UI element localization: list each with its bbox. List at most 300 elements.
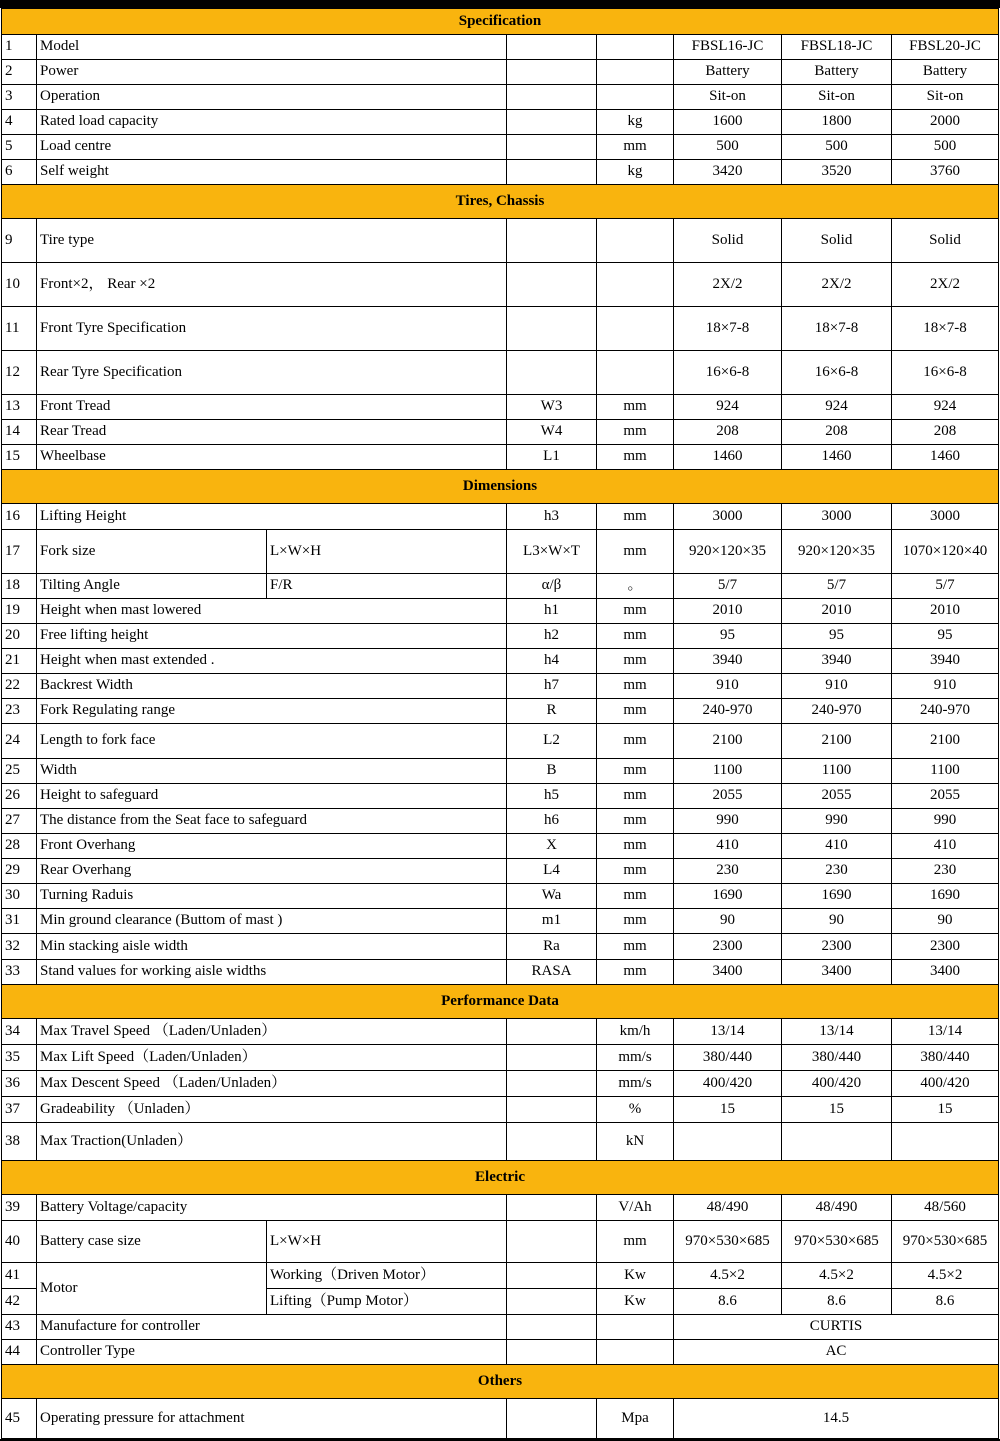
description-cell: Rated load capacity (37, 110, 507, 135)
unit-cell: kg (597, 160, 674, 185)
table-row (2, 649, 999, 674)
row-number-cell: 45 (2, 1399, 37, 1439)
value-cell: 2100 (892, 724, 999, 759)
row-number-cell: 10 (2, 263, 37, 307)
table-row (2, 960, 999, 985)
description-cell: Front Tread (37, 395, 507, 420)
value-cell: 2010 (782, 599, 892, 624)
value-cell: CURTIS (674, 1315, 999, 1340)
table-row (2, 624, 999, 649)
table-row (2, 530, 999, 574)
table-row (2, 859, 999, 884)
unit-cell: mm (597, 809, 674, 834)
symbol-cell (507, 263, 597, 307)
row-number-cell: 24 (2, 724, 37, 759)
unit-cell (597, 263, 674, 307)
symbol-cell: h5 (507, 784, 597, 809)
symbol-cell: h7 (507, 674, 597, 699)
value-cell: 3000 (892, 504, 999, 530)
unit-cell: mm (597, 859, 674, 884)
symbol-cell (507, 1045, 597, 1071)
value-cell: 95 (782, 624, 892, 649)
value-cell: 410 (674, 834, 782, 859)
value-cell: 990 (892, 809, 999, 834)
value-cell: 410 (892, 834, 999, 859)
row-number-cell: 29 (2, 859, 37, 884)
description-cell: Min stacking aisle width (37, 934, 507, 960)
value-cell: 14.5 (674, 1399, 999, 1439)
value-cell: 5/7 (892, 574, 999, 599)
row-number-cell: 21 (2, 649, 37, 674)
value-cell: 8.6 (782, 1289, 892, 1315)
row-number-cell: 22 (2, 674, 37, 699)
table-row (2, 1019, 999, 1045)
section-banner: Specification (2, 9, 999, 35)
value-cell: 1690 (782, 884, 892, 909)
description-cell: Lifting Height (37, 504, 507, 530)
description-cell: Height to safeguard (37, 784, 507, 809)
value-cell: 2055 (892, 784, 999, 809)
description-sub-cell: F/R (267, 574, 507, 599)
value-cell: 2X/2 (892, 263, 999, 307)
unit-cell: V/Ah (597, 1195, 674, 1221)
row-number-cell: 37 (2, 1097, 37, 1123)
value-cell: 13/14 (782, 1019, 892, 1045)
unit-cell: mm (597, 759, 674, 784)
description-cell: Free lifting height (37, 624, 507, 649)
table-row (2, 759, 999, 784)
unit-cell: mm (597, 834, 674, 859)
value-cell: 3420 (674, 160, 782, 185)
table-row (2, 445, 999, 470)
row-number-cell: 26 (2, 784, 37, 809)
value-cell: 5/7 (782, 574, 892, 599)
description-cell: Tire type (37, 219, 507, 263)
unit-cell: Mpa (597, 1399, 674, 1439)
value-cell: 18×7-8 (782, 307, 892, 351)
table-row (2, 219, 999, 263)
value-cell: 18×7-8 (892, 307, 999, 351)
table-row (2, 1071, 999, 1097)
value-cell: 500 (674, 135, 782, 160)
value-cell: Battery (674, 60, 782, 85)
symbol-cell (507, 160, 597, 185)
value-cell: 3000 (782, 504, 892, 530)
value-cell: 990 (674, 809, 782, 834)
value-cell: 2300 (674, 934, 782, 960)
section-banner: Tires, Chassis (2, 185, 999, 219)
symbol-cell (507, 307, 597, 351)
value-cell: 400/420 (782, 1071, 892, 1097)
unit-cell: mm (597, 960, 674, 985)
symbol-cell: h6 (507, 809, 597, 834)
symbol-cell (507, 219, 597, 263)
value-cell: 208 (892, 420, 999, 445)
value-cell: 924 (782, 395, 892, 420)
row-number-cell: 32 (2, 934, 37, 960)
unit-cell: mm/s (597, 1045, 674, 1071)
row-number-cell: 41 (2, 1263, 37, 1289)
symbol-cell (507, 85, 597, 110)
value-cell: 3400 (782, 960, 892, 985)
description-cell: Max Descent Speed （Laden/Unladen） (37, 1071, 507, 1097)
value-cell: 240-970 (892, 699, 999, 724)
value-cell: 924 (892, 395, 999, 420)
unit-cell: mm (597, 135, 674, 160)
value-cell: 2300 (892, 934, 999, 960)
value-cell: 230 (892, 859, 999, 884)
value-cell: AC (674, 1340, 999, 1365)
description-cell: Self weight (37, 160, 507, 185)
symbol-cell: B (507, 759, 597, 784)
symbol-cell: h1 (507, 599, 597, 624)
unit-cell: mm (597, 1221, 674, 1263)
table-row (2, 834, 999, 859)
description-cell: Stand values for working aisle widths (37, 960, 507, 985)
value-cell: 3940 (892, 649, 999, 674)
value-cell: Solid (892, 219, 999, 263)
description-sub-cell: L×W×H (267, 530, 507, 574)
description-cell: Operation (37, 85, 507, 110)
unit-cell: mm (597, 649, 674, 674)
symbol-cell (507, 35, 597, 60)
unit-cell: mm (597, 530, 674, 574)
description-cell: Tilting Angle (37, 574, 267, 599)
value-cell: 2X/2 (674, 263, 782, 307)
row-number-cell: 2 (2, 60, 37, 85)
unit-cell: mm (597, 624, 674, 649)
row-number-cell: 36 (2, 1071, 37, 1097)
unit-cell: mm (597, 674, 674, 699)
symbol-cell (507, 135, 597, 160)
value-cell: 920×120×35 (782, 530, 892, 574)
row-number-cell: 38 (2, 1123, 37, 1161)
value-cell: 4.5×2 (892, 1263, 999, 1289)
symbol-cell (507, 1263, 597, 1289)
value-cell: FBSL20-JC (892, 35, 999, 60)
value-cell: 1690 (892, 884, 999, 909)
description-cell: Width (37, 759, 507, 784)
description-cell: Turning Raduis (37, 884, 507, 909)
spec-table-body (2, 9, 999, 1439)
symbol-cell: W3 (507, 395, 597, 420)
value-cell: 13/14 (674, 1019, 782, 1045)
value-cell: 3760 (892, 160, 999, 185)
row-number-cell: 42 (2, 1289, 37, 1315)
description-sub-cell: Lifting（Pump Motor） (267, 1289, 507, 1315)
description-cell: Power (37, 60, 507, 85)
row-number-cell: 35 (2, 1045, 37, 1071)
table-row (2, 1195, 999, 1221)
value-cell: 910 (892, 674, 999, 699)
row-number-cell: 27 (2, 809, 37, 834)
table-row (2, 1221, 999, 1263)
symbol-cell: α/β (507, 574, 597, 599)
unit-cell (597, 219, 674, 263)
section-banner-row (2, 470, 999, 504)
table-row (2, 599, 999, 624)
value-cell: 240-970 (674, 699, 782, 724)
section-banner-row (2, 985, 999, 1019)
row-number-cell: 30 (2, 884, 37, 909)
value-cell (674, 1123, 782, 1161)
description-cell: Front Overhang (37, 834, 507, 859)
description-cell: Operating pressure for attachment (37, 1399, 507, 1439)
row-number-cell: 5 (2, 135, 37, 160)
value-cell: 400/420 (892, 1071, 999, 1097)
value-cell: 3940 (674, 649, 782, 674)
unit-cell: kg (597, 110, 674, 135)
value-cell: 15 (892, 1097, 999, 1123)
value-cell: FBSL18-JC (782, 35, 892, 60)
value-cell: 16×6-8 (782, 351, 892, 395)
value-cell: 3000 (674, 504, 782, 530)
symbol-cell: L3×W×T (507, 530, 597, 574)
description-cell: Fork Regulating range (37, 699, 507, 724)
value-cell: 230 (782, 859, 892, 884)
value-cell: 380/440 (674, 1045, 782, 1071)
value-cell: Solid (782, 219, 892, 263)
symbol-cell (507, 1123, 597, 1161)
value-cell: 970×530×685 (782, 1221, 892, 1263)
row-number-cell: 28 (2, 834, 37, 859)
value-cell: 970×530×685 (892, 1221, 999, 1263)
value-cell (782, 1123, 892, 1161)
table-row (2, 85, 999, 110)
symbol-cell: h3 (507, 504, 597, 530)
value-cell: 3400 (892, 960, 999, 985)
row-number-cell: 43 (2, 1315, 37, 1340)
value-cell: 90 (674, 909, 782, 934)
symbol-cell: Ra (507, 934, 597, 960)
description-cell: Height when mast lowered (37, 599, 507, 624)
value-cell: 240-970 (782, 699, 892, 724)
value-cell: 920×120×35 (674, 530, 782, 574)
unit-cell (597, 351, 674, 395)
value-cell: 15 (674, 1097, 782, 1123)
section-banner: Others (2, 1365, 999, 1399)
unit-cell (597, 60, 674, 85)
value-cell: 48/560 (892, 1195, 999, 1221)
row-number-cell: 14 (2, 420, 37, 445)
value-cell: Solid (674, 219, 782, 263)
description-cell: Max Lift Speed（Laden/Unladen） (37, 1045, 507, 1071)
description-cell: Battery case size (37, 1221, 267, 1263)
row-number-cell: 6 (2, 160, 37, 185)
table-row (2, 420, 999, 445)
description-sub-cell: L×W×H (267, 1221, 507, 1263)
description-cell: The distance from the Seat face to safeguard (37, 809, 507, 834)
unit-cell: mm/s (597, 1071, 674, 1097)
value-cell: 90 (892, 909, 999, 934)
value-cell: 15 (782, 1097, 892, 1123)
description-cell: Motor (37, 1263, 267, 1315)
symbol-cell: L1 (507, 445, 597, 470)
section-banner: Dimensions (2, 470, 999, 504)
section-banner-row (2, 1365, 999, 1399)
symbol-cell (507, 351, 597, 395)
description-cell: Controller Type (37, 1340, 507, 1365)
table-row (2, 909, 999, 934)
value-cell: 1600 (674, 110, 782, 135)
table-row (2, 307, 999, 351)
description-cell: Fork size (37, 530, 267, 574)
table-row (2, 263, 999, 307)
table-row (2, 135, 999, 160)
section-banner: Electric (2, 1161, 999, 1195)
value-cell: Sit-on (782, 85, 892, 110)
value-cell: 500 (782, 135, 892, 160)
value-cell: 5/7 (674, 574, 782, 599)
symbol-cell: h4 (507, 649, 597, 674)
value-cell: 1100 (674, 759, 782, 784)
section-banner-row (2, 185, 999, 219)
value-cell: 910 (674, 674, 782, 699)
unit-cell (597, 1340, 674, 1365)
row-number-cell: 16 (2, 504, 37, 530)
description-cell: Rear Tread (37, 420, 507, 445)
symbol-cell (507, 1289, 597, 1315)
value-cell: 2100 (782, 724, 892, 759)
symbol-cell (507, 1340, 597, 1365)
table-row (2, 724, 999, 759)
table-row (2, 1399, 999, 1439)
symbol-cell (507, 1195, 597, 1221)
row-number-cell: 17 (2, 530, 37, 574)
value-cell: 1460 (892, 445, 999, 470)
value-cell: 3520 (782, 160, 892, 185)
table-row (2, 574, 999, 599)
row-number-cell: 4 (2, 110, 37, 135)
value-cell: 48/490 (674, 1195, 782, 1221)
value-cell: 380/440 (782, 1045, 892, 1071)
row-number-cell: 18 (2, 574, 37, 599)
description-cell: Length to fork face (37, 724, 507, 759)
value-cell: 4.5×2 (782, 1263, 892, 1289)
unit-cell (597, 307, 674, 351)
value-cell: 970×530×685 (674, 1221, 782, 1263)
value-cell: 380/440 (892, 1045, 999, 1071)
value-cell: 208 (782, 420, 892, 445)
symbol-cell (507, 1221, 597, 1263)
symbol-cell: h2 (507, 624, 597, 649)
value-cell: 95 (892, 624, 999, 649)
unit-cell: mm (597, 934, 674, 960)
table-row (2, 1315, 999, 1340)
description-cell: Rear Tyre Specification (37, 351, 507, 395)
table-row (2, 809, 999, 834)
unit-cell: mm (597, 395, 674, 420)
value-cell: 990 (782, 809, 892, 834)
row-number-cell: 15 (2, 445, 37, 470)
table-row (2, 35, 999, 60)
value-cell: 410 (782, 834, 892, 859)
unit-cell: % (597, 1097, 674, 1123)
description-cell: Max Travel Speed （Laden/Unladen） (37, 1019, 507, 1045)
value-cell: 3400 (674, 960, 782, 985)
table-row (2, 674, 999, 699)
value-cell: 13/14 (892, 1019, 999, 1045)
section-banner-row (2, 1161, 999, 1195)
table-row (2, 699, 999, 724)
section-banner: Performance Data (2, 985, 999, 1019)
unit-cell (597, 35, 674, 60)
value-cell: 400/420 (674, 1071, 782, 1097)
symbol-cell (507, 110, 597, 135)
value-cell: 2300 (782, 934, 892, 960)
symbol-cell (507, 1315, 597, 1340)
value-cell: 90 (782, 909, 892, 934)
row-number-cell: 13 (2, 395, 37, 420)
symbol-cell (507, 1097, 597, 1123)
table-row (2, 1340, 999, 1365)
value-cell: 1800 (782, 110, 892, 135)
description-cell: Max Traction(Unladen） (37, 1123, 507, 1161)
unit-cell: Kw (597, 1263, 674, 1289)
table-row (2, 395, 999, 420)
value-cell: 18×7-8 (674, 307, 782, 351)
row-number-cell: 3 (2, 85, 37, 110)
value-cell: 48/490 (782, 1195, 892, 1221)
value-cell: 1690 (674, 884, 782, 909)
table-row (2, 110, 999, 135)
table-row (2, 504, 999, 530)
table-row (2, 934, 999, 960)
spec-table (1, 8, 999, 1439)
table-row (2, 784, 999, 809)
value-cell: 4.5×2 (674, 1263, 782, 1289)
value-cell: Sit-on (892, 85, 999, 110)
value-cell: 910 (782, 674, 892, 699)
description-cell: Battery Voltage/capacity (37, 1195, 507, 1221)
description-cell: Front Tyre Specification (37, 307, 507, 351)
value-cell: 8.6 (674, 1289, 782, 1315)
row-number-cell: 23 (2, 699, 37, 724)
description-cell: Load centre (37, 135, 507, 160)
symbol-cell (507, 1399, 597, 1439)
description-cell: Min ground clearance (Buttom of mast ) (37, 909, 507, 934)
value-cell: 208 (674, 420, 782, 445)
table-row (2, 60, 999, 85)
value-cell: 2010 (674, 599, 782, 624)
unit-cell: mm (597, 784, 674, 809)
value-cell: 2055 (782, 784, 892, 809)
row-number-cell: 9 (2, 219, 37, 263)
unit-cell: kN (597, 1123, 674, 1161)
value-cell: FBSL16-JC (674, 35, 782, 60)
value-cell: 2X/2 (782, 263, 892, 307)
symbol-cell: Wa (507, 884, 597, 909)
unit-cell: mm (597, 909, 674, 934)
symbol-cell: W4 (507, 420, 597, 445)
value-cell: Sit-on (674, 85, 782, 110)
row-number-cell: 33 (2, 960, 37, 985)
description-sub-cell: Working（Driven Motor） (267, 1263, 507, 1289)
value-cell: 2010 (892, 599, 999, 624)
symbol-cell: X (507, 834, 597, 859)
unit-cell: Kw (597, 1289, 674, 1315)
table-row (2, 1097, 999, 1123)
row-number-cell: 31 (2, 909, 37, 934)
value-cell: 16×6-8 (892, 351, 999, 395)
symbol-cell: m1 (507, 909, 597, 934)
unit-cell: mm (597, 504, 674, 530)
symbol-cell (507, 1071, 597, 1097)
value-cell: 8.6 (892, 1289, 999, 1315)
symbol-cell (507, 60, 597, 85)
value-cell: 2055 (674, 784, 782, 809)
row-number-cell: 20 (2, 624, 37, 649)
